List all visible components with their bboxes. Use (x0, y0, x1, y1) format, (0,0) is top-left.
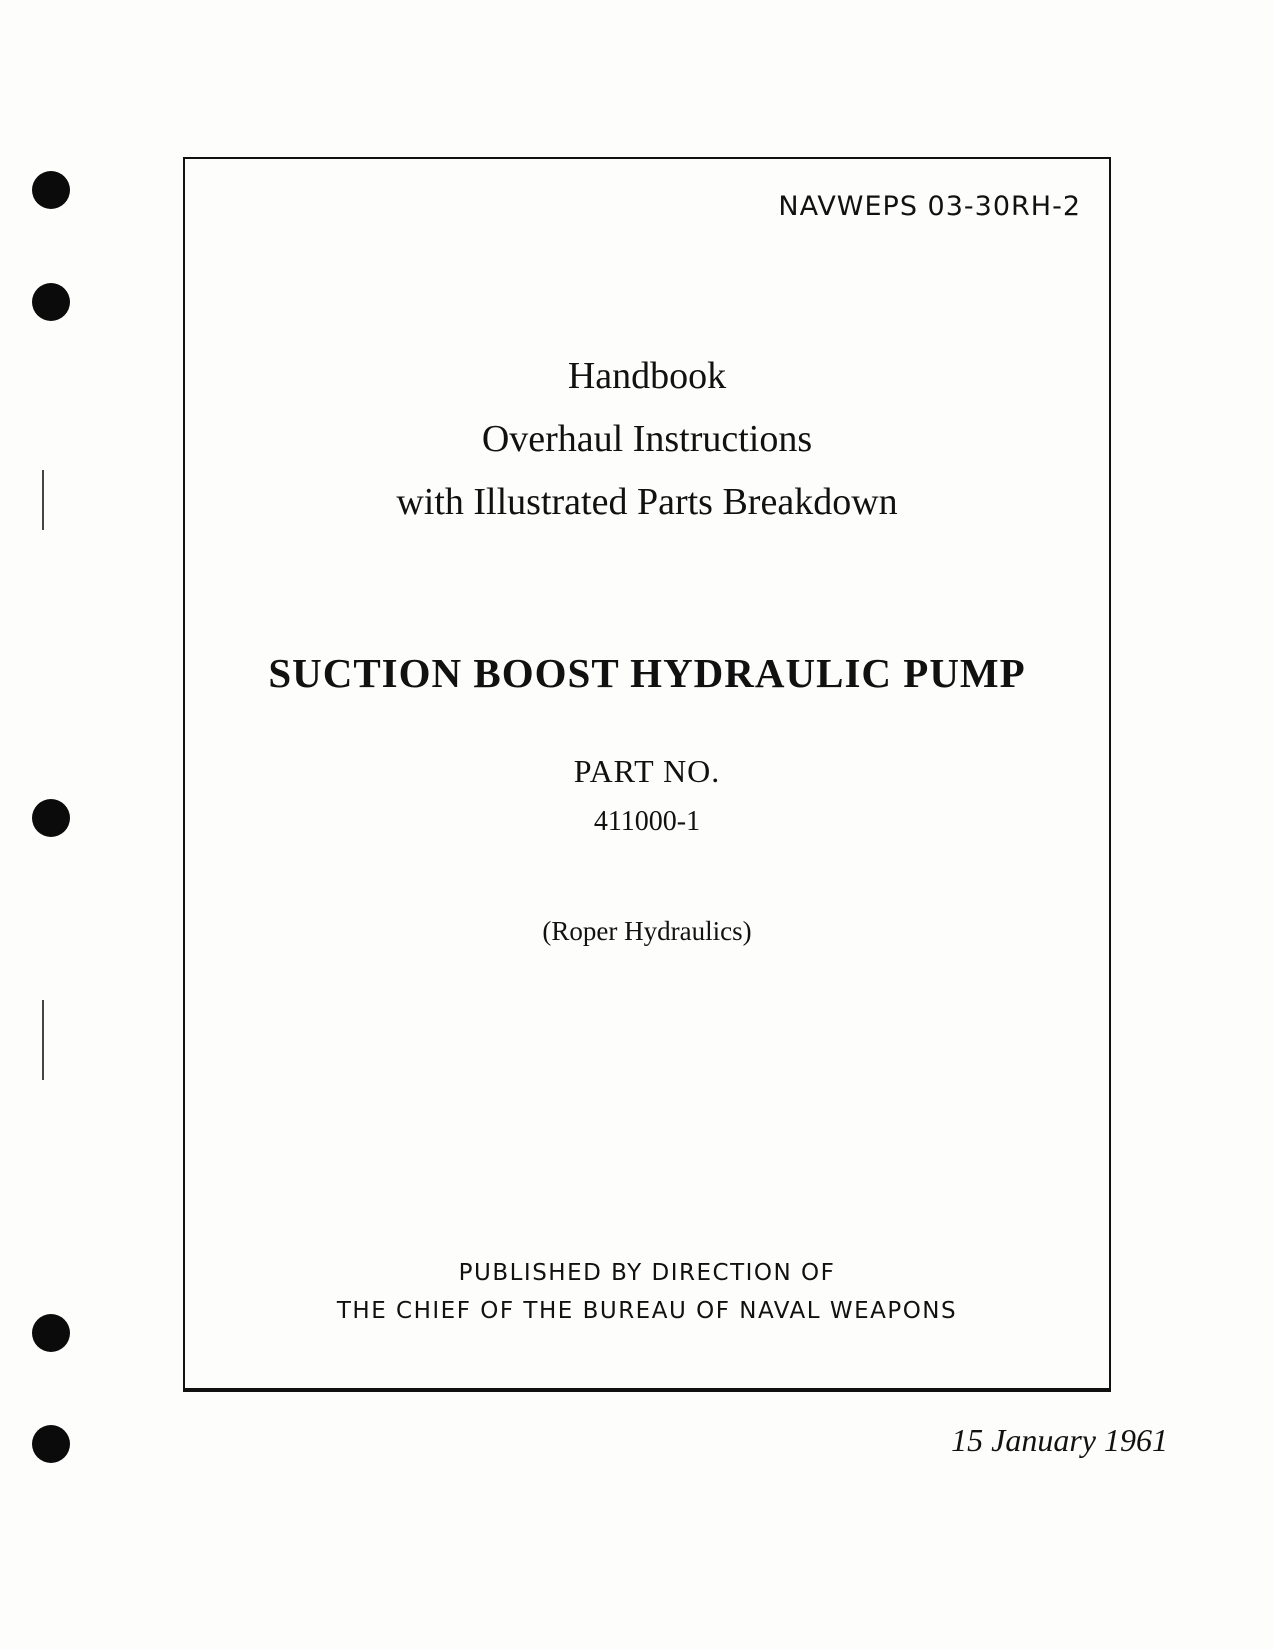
publisher-line-2: THE CHIEF OF THE BUREAU OF NAVAL WEAPONS (336, 1298, 958, 1324)
punch-hole (32, 171, 70, 209)
part-label: PART NO. (573, 753, 721, 789)
publisher-line-1: PUBLISHED BY DIRECTION OF (458, 1260, 836, 1286)
punch-hole (32, 1425, 70, 1463)
publisher-statement (185, 1254, 1109, 1330)
title-line-parts-breakdown: with Illustrated Parts Breakdown (396, 481, 898, 523)
punch-hole (32, 799, 70, 837)
scan-mark (42, 470, 44, 530)
cover-frame (183, 157, 1111, 1392)
title-line-handbook: Handbook (567, 355, 727, 397)
scan-mark (42, 1000, 44, 1080)
title-block (185, 345, 1109, 534)
title-line-overhaul: Overhaul Instructions (481, 418, 813, 460)
document-number: NAVWEPS 03-30RH-2 (778, 191, 1081, 222)
punch-hole (32, 1314, 70, 1352)
publication-date: 15 January 1961 (951, 1422, 1168, 1458)
manufacturer: (Roper Hydraulics) (542, 916, 752, 946)
punch-hole (32, 283, 70, 321)
main-title: SUCTION BOOST HYDRAULIC PUMP (268, 650, 1026, 696)
part-number: 411000-1 (593, 806, 701, 837)
